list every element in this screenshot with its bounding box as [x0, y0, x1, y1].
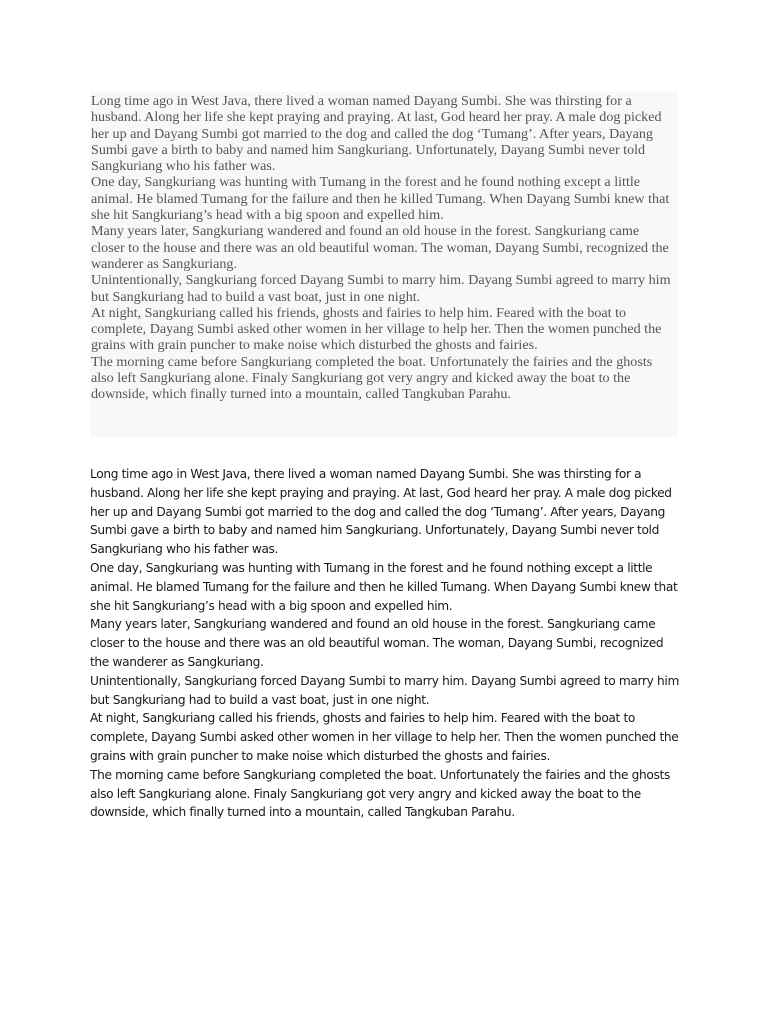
serif-paragraph-3: Many years later, Sangkuriang wandered and found an old house in the forest. Sangkuriang came closer to the house and there was an old beautiful woman. The woman, Dayang Sumbi, recognized the wanderer as Sangkuriang. — [91, 223, 669, 272]
sans-paragraph-6: The morning came before Sangkuriang completed the boat. Unfortunately the fairies and the ghosts also left Sangkuriang alone. Finaly Sangkuriang got very angry and kicked away the boat to the downside, which finally turned into a mountain, called Tangkuban Parahu. — [90, 767, 670, 820]
sans-paragraph-3: Many years later, Sangkuriang wandered and found an old house in the forest. Sangkuriang came closer to the house and there was an old beautiful woman. The woman, Dayang Sumbi, recognized the wanderer as Sangkuriang. — [90, 617, 664, 669]
sans-paragraph-1: Long time ago in West Java, there lived a woman named Dayang Sumbi. She was thirsting for a husband. Along her life she kept praying and praying. At last, God heard her pray. A male dog picked her up and Dayang Sumbi got married to the dog and called the dog ‘Tumang’. After years, Dayang Sumbi gave a birth to baby and named him Sangkuriang. Unfortunately, Dayang Sumbi never told Sangkuriang who his father was. — [90, 467, 672, 557]
sans-paragraph-4: Unintentionally, Sangkuriang forced Dayang Sumbi to marry him. Dayang Sumbi agreed to marry him but Sangkuriang had to build a vast boat, just in one night. — [90, 673, 679, 707]
serif-paragraph-1: Long time ago in West Java, there lived a woman named Dayang Sumbi. She was thirsting for a husband. Along her life she kept praying and praying. At last, God heard her pray. A male dog picked her up and Dayang Sumbi got married to the dog and called the dog ‘Tumang’. After years, Dayang Sumbi gave a birth to baby and named him Sangkuriang. Unfortunately, Dayang Sumbi never told Sangkuriang who his father was. — [91, 93, 662, 175]
sans-paragraph-2: One day, Sangkuriang was hunting with Tumang in the forest and he found nothing except a little animal. He blamed Tumang for the failure and then he killed Tumang. When Dayang Sumbi knew that she hit Sangkuriang’s head with a big spoon and expelled him. — [90, 560, 678, 613]
shaded-text-block — [90, 92, 678, 437]
serif-paragraph-5: At night, Sangkuriang called his friends, ghosts and fairies to help him. Feared with the boat to complete, Dayang Sumbi asked other women in her village to help her. Then the women punched the grains with grain puncher to make noise which disturbed the ghosts and fairies. — [91, 304, 662, 354]
serif-paragraph-4: Unintentionally, Sangkuriang forced Dayang Sumbi to marry him. Dayang Sumbi agreed to marry him but Sangkuriang had to build a vast boat, just in one night. — [91, 272, 671, 305]
serif-paragraph-2: One day, Sangkuriang was hunting with Tumang in the forest and he found nothing except a little animal. He blamed Tumang for the failure and then he killed Tumang. When Dayang Sumbi knew that she hit Sangkuriang’s head with a big spoon and expelled him. — [91, 174, 670, 224]
serif-paragraph-6: The morning came before Sangkuriang completed the boat. Unfortunately the fairies and the ghosts also left Sangkuriang alone. Finaly Sangkuriang got very angry and kicked away the boat to the downside, which finally turned into a mountain, called Tangkuban Parahu. — [91, 353, 653, 403]
plain-text-block — [90, 465, 685, 822]
sans-paragraph-5: At night, Sangkuriang called his friends, ghosts and fairies to help him. Feared with the boat to complete, Dayang Sumbi asked other women in her village to help her. Then the women punched the grains with grain puncher to make noise which disturbed the ghosts and fairies. — [90, 711, 679, 763]
